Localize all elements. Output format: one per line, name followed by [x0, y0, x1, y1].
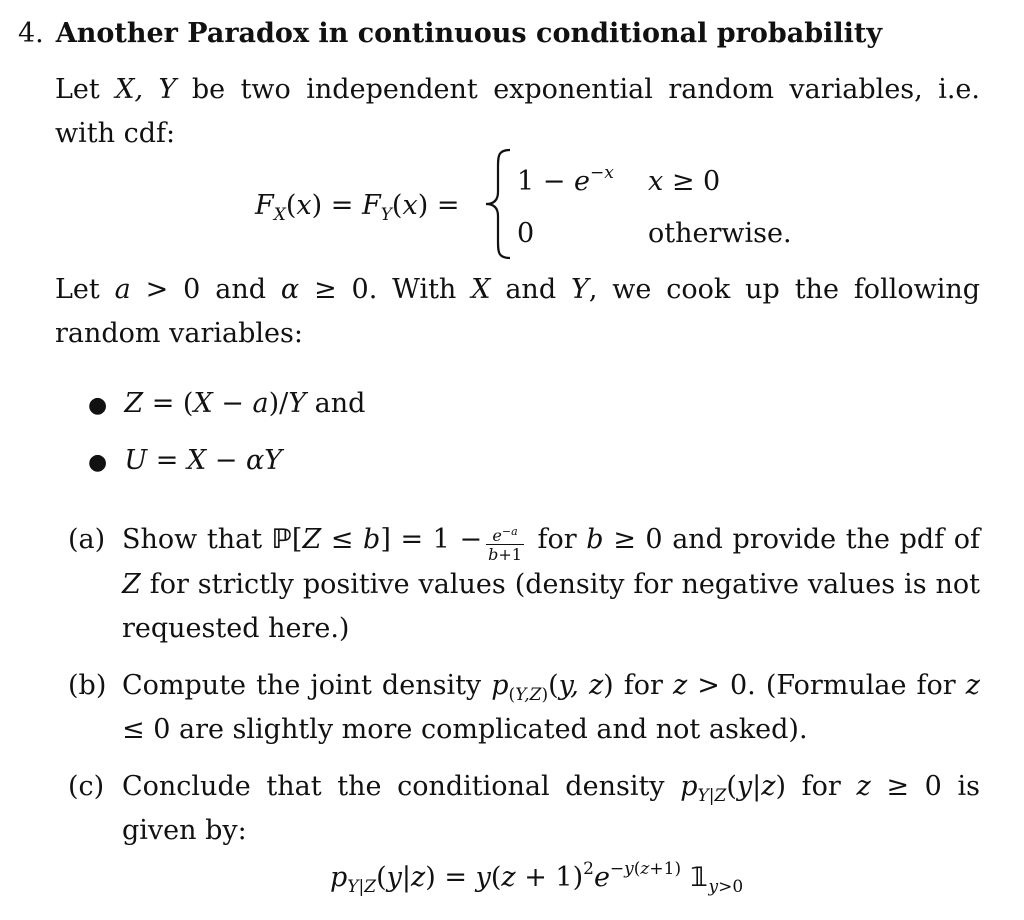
setup-paragraph: Let a > 0 and α ≥ 0. With X and Y, we cook up the following random variables: — [55, 274, 981, 349]
cdf-case1-value: $1 - e^{-x}$ — [517, 163, 614, 197]
bullet-dot: ● — [88, 393, 108, 418]
intro-paragraph: Let X, Y be two independent exponential random variables, i.e. with cdf: — [55, 74, 980, 149]
section-title: Another Paradox in continuous conditional probability — [55, 18, 883, 49]
section-number: 4. — [18, 18, 44, 49]
fraction: $\frac{e^{-a}}{b+1}$ — [488, 525, 522, 564]
cases-brace — [478, 146, 518, 262]
part-a-text: Show that ℙ[Z ≤ b] = 1 − $\frac{e^{-a}}{b+1}$ for b ≥ 0 and provide the pdf of Z for strictly positive values (density for negative values is not requested here.) — [122, 524, 980, 644]
part-label: (b) — [68, 670, 107, 701]
cdf-lhs: $F_X(x) = F_Y(x)$ = — [255, 190, 460, 225]
part-label: (c) — [68, 771, 105, 802]
final-formula: $p_{Y|Z}(y|z) = y(z + 1)^2e^{-y(z+1)}$ $𝟙_{y>0}$ — [330, 859, 744, 897]
part-b-text: Compute the joint density $p_{(Y,Z)}(y$, z) for z > 0. (Formulae for z ≤ 0 are slightly more complicated and not asked). — [122, 670, 980, 745]
bullet-dot: ● — [88, 450, 108, 475]
bullet-list-item: ● U = X − αY — [88, 445, 283, 476]
part-c-text: Conclude that the conditional density $p_{Y|Z}(y|z)$ for z ≥ 0 is given by: — [122, 771, 980, 846]
bullet-list-item: ● Z = (X − a)/Y and — [88, 388, 366, 419]
cdf-case2-value: 0 — [517, 218, 535, 249]
part-label: (a) — [68, 524, 106, 555]
cdf-case2-condition: otherwise. — [648, 218, 792, 249]
section-heading — [18, 18, 882, 49]
cdf-case1-condition: x ≥ 0 — [648, 166, 721, 197]
